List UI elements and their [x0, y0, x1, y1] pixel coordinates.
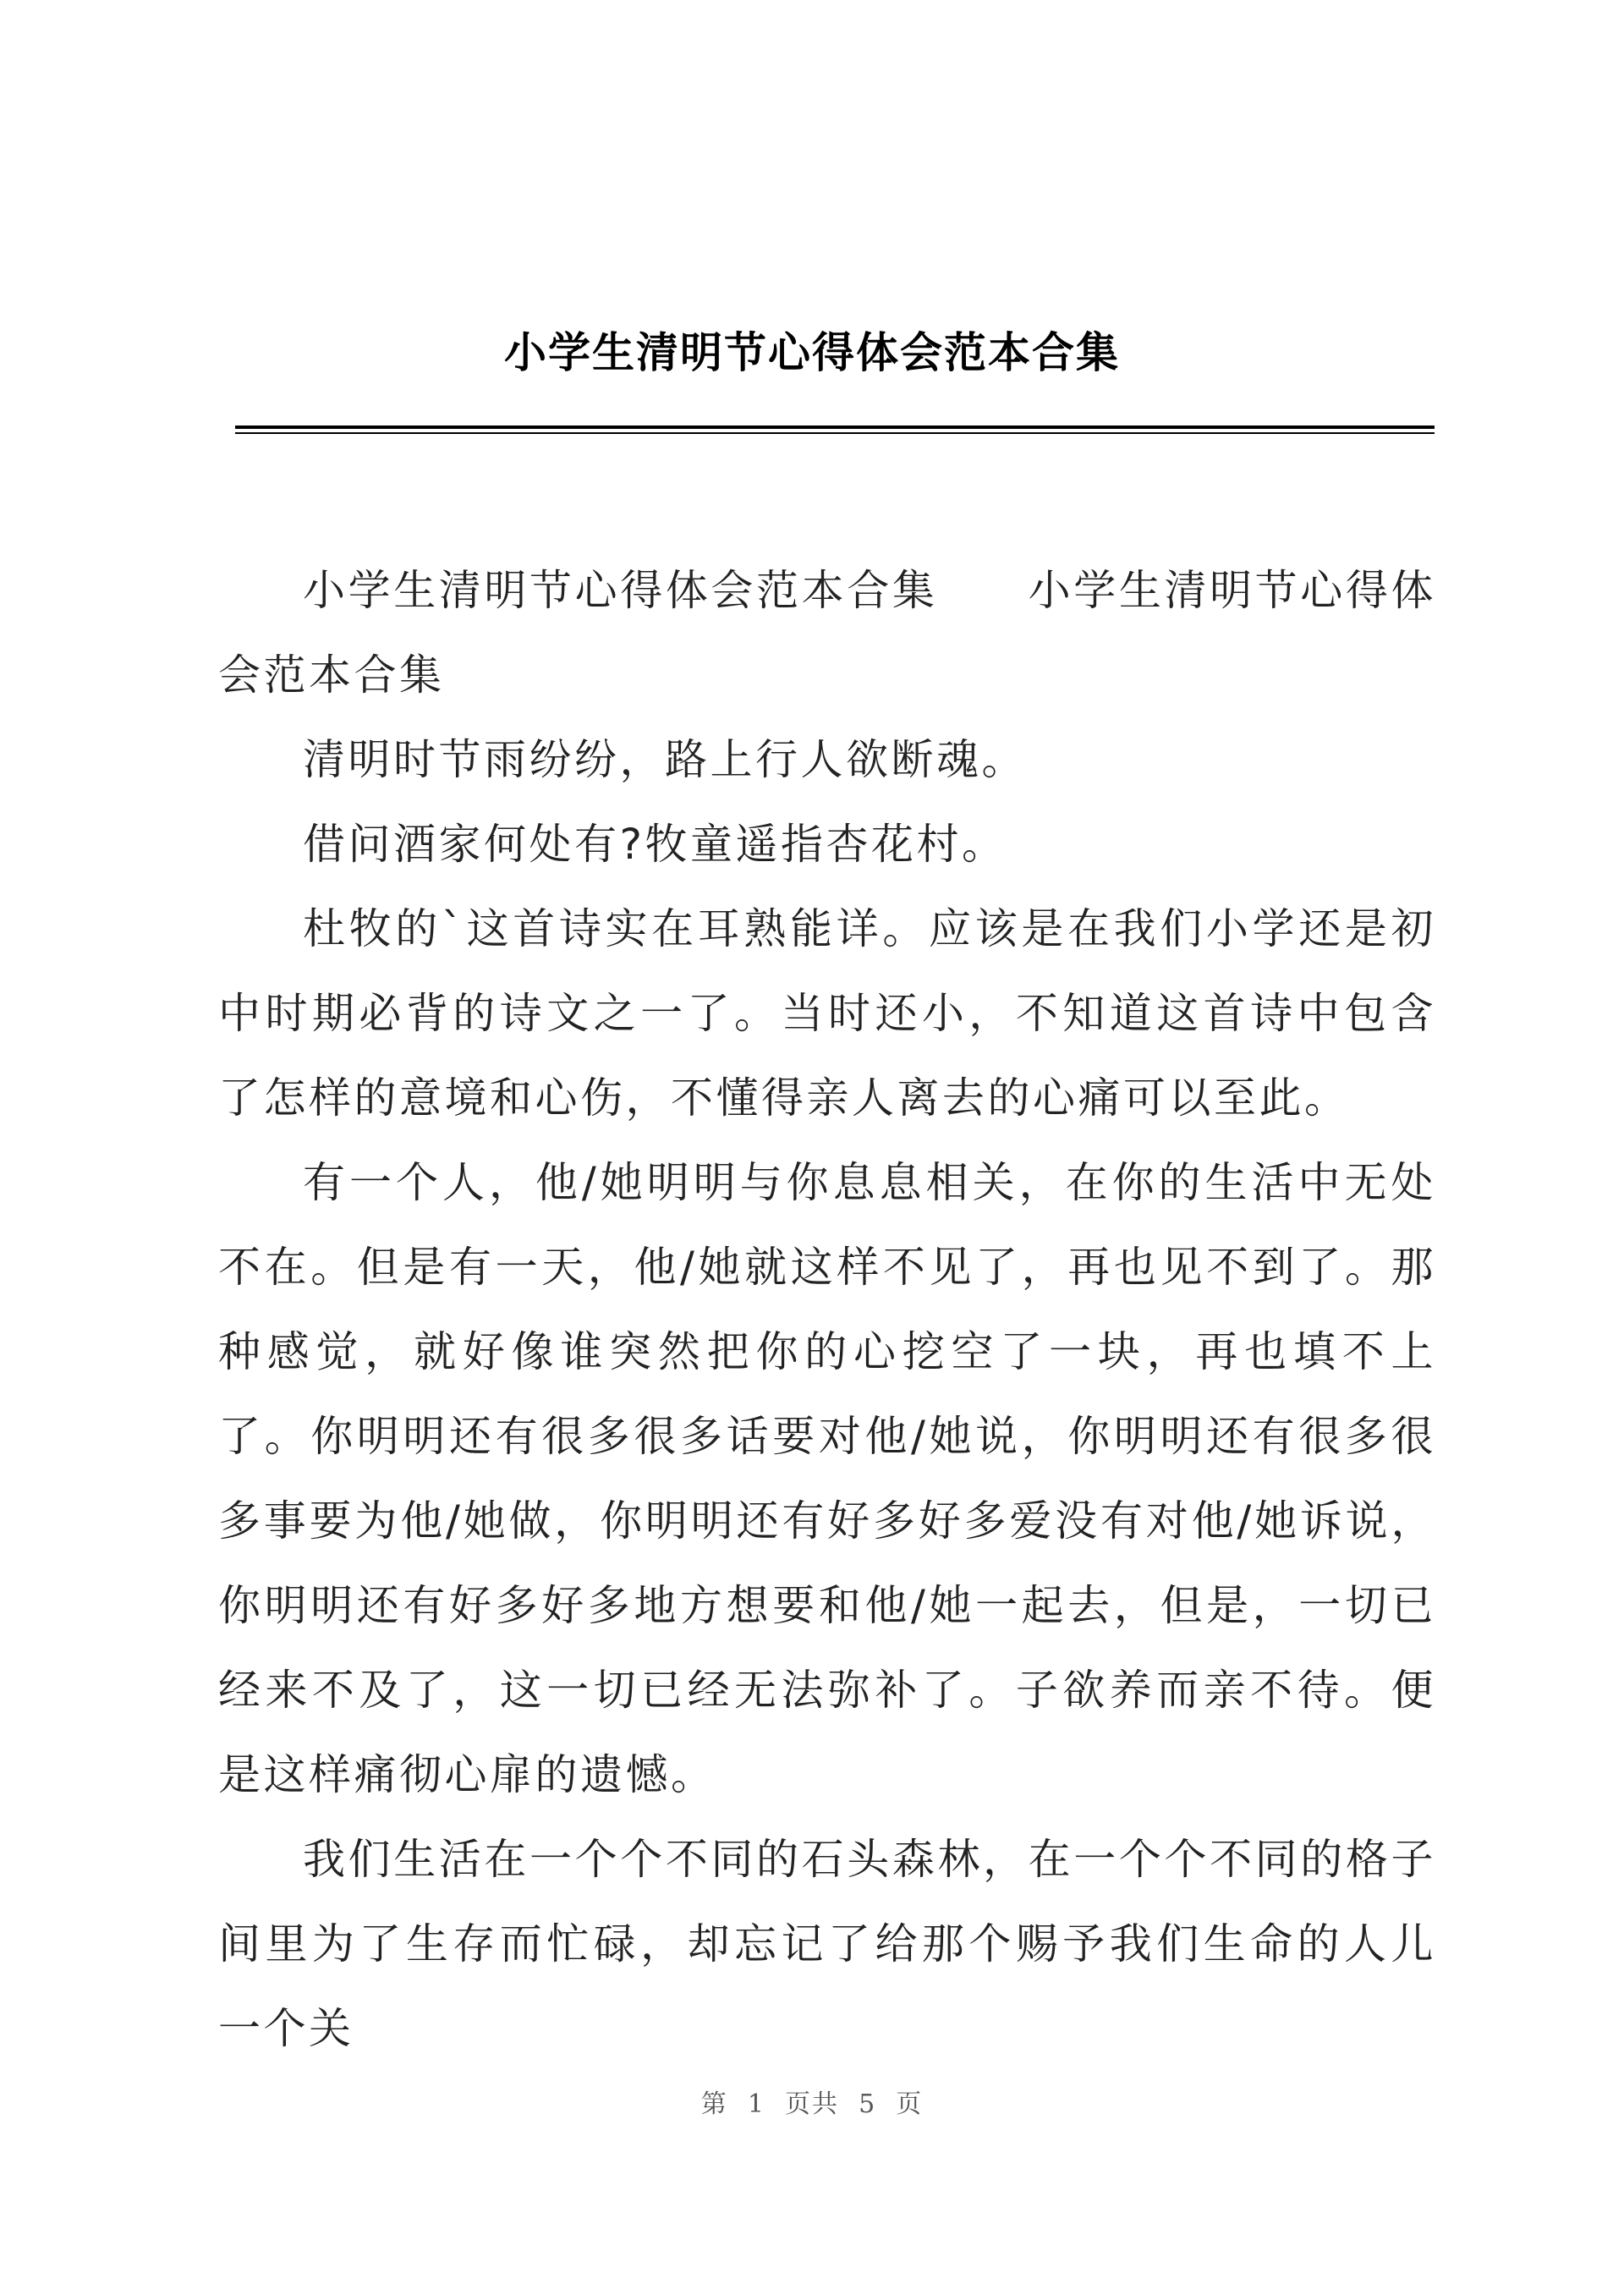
paragraph-5: 有一个人，他/她明明与你息息相关，在你的生活中无处不在。但是有一天，他/她就这样不见了，再也见不到了。那种感觉，就好像谁突然把你的心挖空了一块，再也填不上了。你明明还有很多很多话要对他/她说，你明明还有很多很多事要为他/她做，你明明还有好多好多爱没有对他/她诉说，你明明还有好多好多地方想要和他/她一起去，但是，一切已经来不及了，这一切已经无法弥补了。子欲养而亲不待。便是这样痛彻心扉的遗憾。 — [218, 1158, 1436, 1799]
paragraph-4: 杜牧的`这首诗实在耳熟能详。应该是在我们小学还是初中时期必背的诗文之一了。当时还小，不知道这首诗中包含了怎样的意境和心伤，不懂得亲人离去的心痛可以至此。 — [218, 904, 1436, 1123]
page-footer: 第 1 页共 5 页 — [700, 2089, 924, 2119]
paragraph-1: 小学生清明节心得体会范本合集 小学生清明节心得体会范本合集 — [218, 566, 1436, 700]
title-divider-thick — [235, 426, 1435, 429]
title-divider-thin — [235, 432, 1435, 434]
paragraph-3: 借问酒家何处有?牧童遥指杏花村。 — [303, 820, 1007, 869]
document-body — [218, 548, 1436, 2071]
paragraph-6: 我们生活在一个个不同的石头森林，在一个个不同的格子间里为了生存而忙碌，却忘记了给那个赐予我们生命的人儿一个关 — [218, 1835, 1436, 2053]
paragraph-2: 清明时节雨纷纷，路上行人欲断魂。 — [303, 735, 1027, 784]
page-title: 小学生清明节心得体会范本合集 — [504, 327, 1120, 377]
